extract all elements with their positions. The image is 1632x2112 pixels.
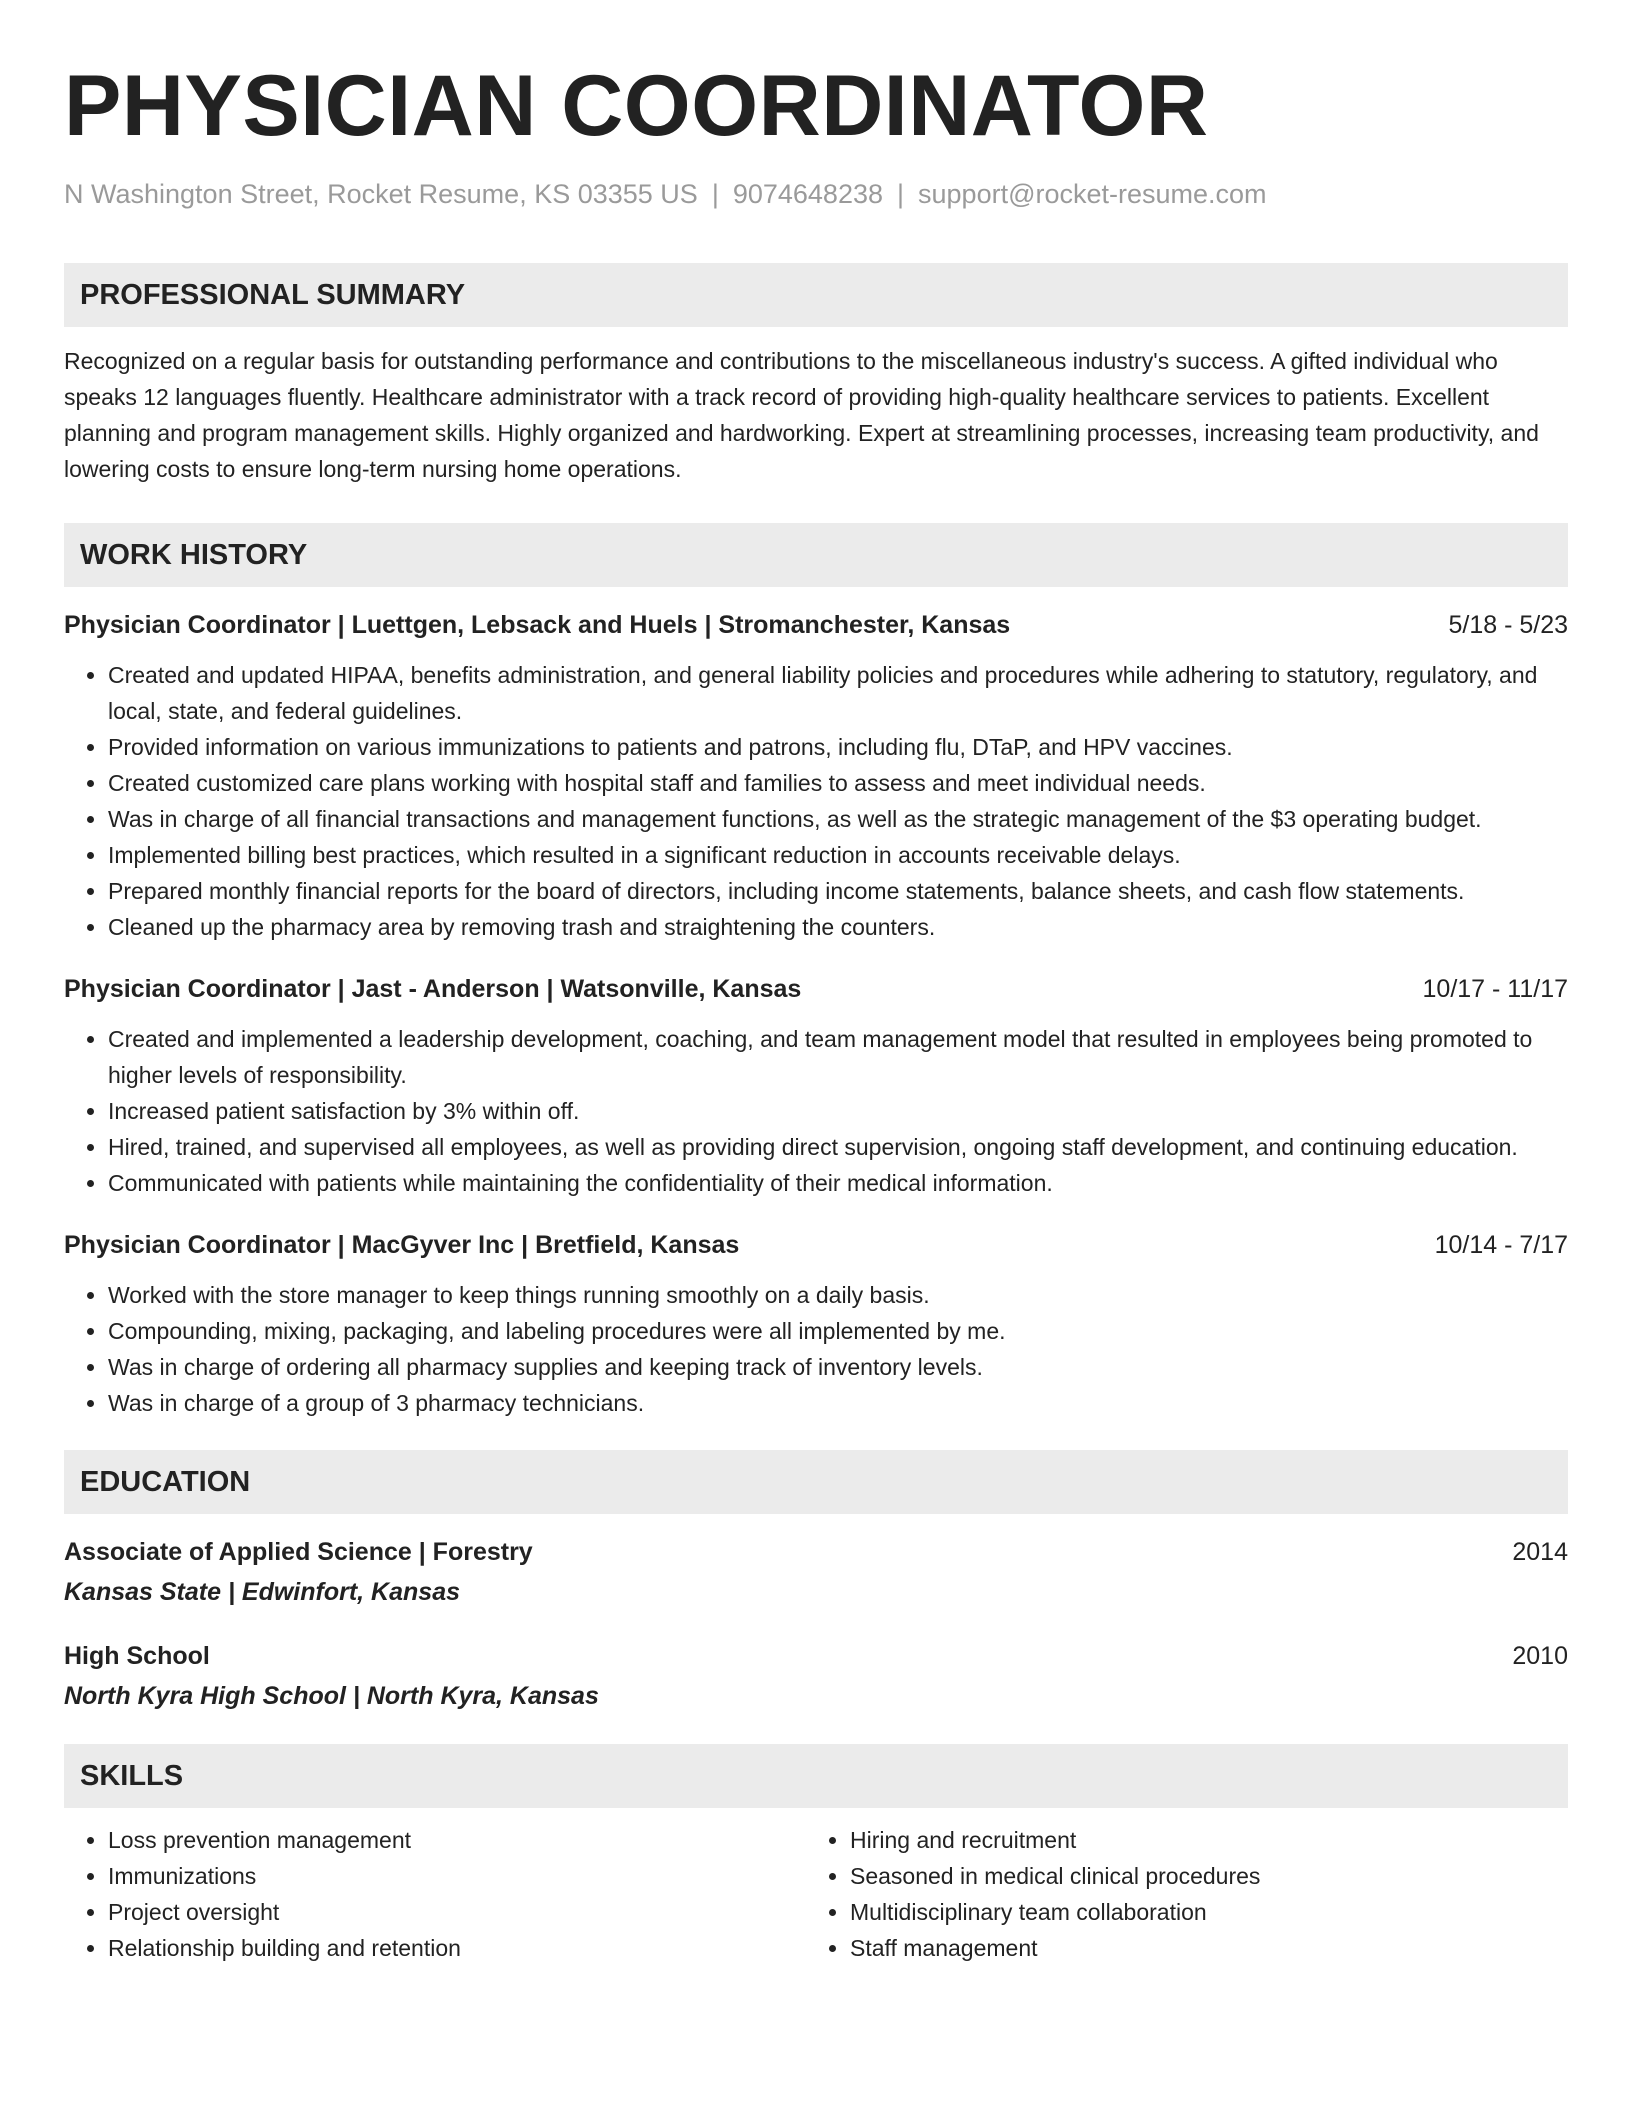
skill-item: • Relationship building and retention: [108, 1930, 806, 1966]
education-degree: High School: [64, 1642, 210, 1670]
job-bullet: • Communicated with patients while maintaining the confidentiality of their medical information.: [108, 1165, 1568, 1201]
contact-email: support@rocket-resume.com: [918, 179, 1267, 209]
job-entry: [64, 1227, 1568, 1421]
job-entry: [64, 607, 1568, 945]
resume-page: [64, 0, 1568, 1966]
job-title: Physician Coordinator | Luettgen, Lebsack and Huels | Stromanchester, Kansas: [64, 611, 1011, 639]
skills-column-right: [806, 1822, 1548, 1966]
section-header-work-history: WORK HISTORY: [64, 523, 1568, 587]
job-bullet: • Created customized care plans working with hospital staff and families to assess and meet individual needs.: [108, 765, 1568, 801]
job-bullet: • Created and implemented a leadership development, coaching, and team management model that resulted in employees being promoted to higher levels of responsibility.: [108, 1021, 1568, 1093]
education-entry: [64, 1638, 1568, 1714]
contact-separator: |: [897, 179, 905, 209]
skills-column-left: [64, 1822, 806, 1966]
section-header-summary: PROFESSIONAL SUMMARY: [64, 263, 1568, 327]
job-bullet: • Increased patient satisfaction by 3% within off.: [108, 1093, 1568, 1129]
job-bullet: • Was in charge of a group of 3 pharmacy technicians.: [108, 1385, 1568, 1421]
education-year: 2010: [1512, 1642, 1568, 1670]
job-dates: 5/18 - 5/23: [1448, 611, 1568, 639]
education-header: [64, 1534, 1568, 1570]
job-bullets: [64, 1021, 1568, 1201]
education-school: North Kyra High School | North Kyra, Kansas: [64, 1682, 599, 1710]
skill-item: • Hiring and recruitment: [850, 1822, 1548, 1858]
skill-item: • Project oversight: [108, 1894, 806, 1930]
education-school: Kansas State | Edwinfort, Kansas: [64, 1578, 460, 1606]
skill-item: • Immunizations: [108, 1858, 806, 1894]
job-title: Physician Coordinator | MacGyver Inc | Bretfield, Kansas: [64, 1231, 740, 1259]
job-bullet: • Provided information on various immunizations to patients and patrons, including flu, DTaP, and HPV vaccines.: [108, 729, 1568, 765]
job-entry: [64, 971, 1568, 1201]
job-bullet: • Compounding, mixing, packaging, and labeling procedures were all implemented by me.: [108, 1313, 1568, 1349]
job-bullet: • Was in charge of ordering all pharmacy supplies and keeping track of inventory levels.: [108, 1349, 1568, 1385]
job-bullet: • Hired, trained, and supervised all employees, as well as providing direct supervision, ongoing staff development, and continuing education.: [108, 1129, 1568, 1165]
job-dates: 10/14 - 7/17: [1434, 1231, 1568, 1259]
section-header-education: EDUCATION: [64, 1450, 1568, 1514]
contact-line: [64, 176, 1568, 212]
job-bullet: • Implemented billing best practices, which resulted in a significant reduction in accounts receivable delays.: [108, 837, 1568, 873]
skill-item: • Staff management: [850, 1930, 1548, 1966]
skills-list: [64, 1822, 1568, 1966]
job-bullet: • Created and updated HIPAA, benefits administration, and general liability policies and procedures while adhering to statutory, regulatory, and local, state, and federal guidelines.: [108, 657, 1568, 729]
job-title: Physician Coordinator | Jast - Anderson | Watsonville, Kansas: [64, 975, 802, 1003]
resume-name: PHYSICIAN COORDINATOR: [64, 58, 1209, 154]
education-year: 2014: [1512, 1538, 1568, 1566]
skill-item: • Seasoned in medical clinical procedures: [850, 1858, 1548, 1894]
job-bullets: [64, 1277, 1568, 1421]
job-header: [64, 971, 1568, 1007]
job-bullet: • Cleaned up the pharmacy area by removing trash and straightening the counters.: [108, 909, 1568, 945]
contact-phone: 9074648238: [732, 179, 883, 209]
skill-item: • Multidisciplinary team collaboration: [850, 1894, 1548, 1930]
job-header: [64, 607, 1568, 643]
job-bullet: • Worked with the store manager to keep things running smoothly on a daily basis.: [108, 1277, 1568, 1313]
education-entry: [64, 1534, 1568, 1610]
job-dates: 10/17 - 11/17: [1422, 975, 1568, 1003]
contact-address: N Washington Street, Rocket Resume, KS 03355 US: [64, 179, 698, 209]
education-degree: Associate of Applied Science | Forestry: [64, 1538, 533, 1566]
contact-separator: |: [711, 179, 719, 209]
job-header: [64, 1227, 1568, 1263]
skill-item: • Loss prevention management: [108, 1822, 806, 1858]
job-bullet: • Prepared monthly financial reports for the board of directors, including income statements, balance sheets, and cash flow statements.: [108, 873, 1568, 909]
section-header-skills: SKILLS: [64, 1744, 1568, 1808]
summary-text: Recognized on a regular basis for outstanding performance and contributions to the miscellaneous industry's success. A gifted individual who speaks 12 languages fluently. Healthcare administrator with a track record of providing high-quality healthcare services to patients. Excellent planning and program management skills. Highly organized and hardworking. Expert at streamlining processes, increasing team productivity, and lowering costs to ensure long-term nursing home operations.: [64, 348, 1539, 482]
job-bullet: • Was in charge of all financial transactions and management functions, as well as the strategic management of the $3 operating budget.: [108, 801, 1568, 837]
education-header: [64, 1638, 1568, 1674]
job-bullets: [64, 657, 1568, 945]
